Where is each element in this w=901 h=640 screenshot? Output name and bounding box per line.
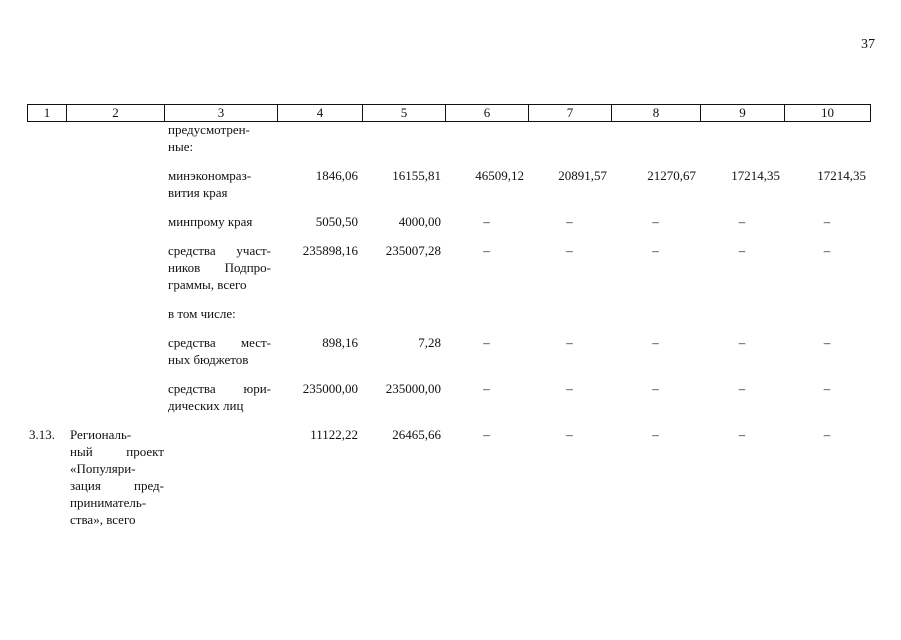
header-cell: 3 bbox=[165, 105, 278, 122]
funding-source-cell bbox=[164, 230, 277, 293]
table-row bbox=[27, 322, 870, 368]
value-cell bbox=[277, 293, 362, 322]
value-cell bbox=[784, 293, 870, 322]
item-number-cell: 3.13. bbox=[29, 427, 55, 442]
funding-source-line: средства юри- bbox=[168, 381, 271, 396]
value-cell: – bbox=[823, 427, 831, 442]
funding-source-line: средства мест- bbox=[168, 335, 271, 350]
value-cell bbox=[362, 293, 445, 322]
funding-source-line: ников Подпро- bbox=[168, 260, 271, 275]
funding-source-line: предусмотрен- bbox=[168, 122, 250, 137]
value-cell: – bbox=[823, 243, 831, 258]
value-cell bbox=[362, 121, 445, 155]
item-number-cell bbox=[27, 201, 66, 230]
value-cell: – bbox=[738, 214, 746, 229]
funding-source-cell bbox=[164, 121, 277, 155]
table-row bbox=[27, 293, 870, 322]
value-cell bbox=[528, 293, 611, 322]
item-name-cell bbox=[66, 322, 164, 368]
value-cell: – bbox=[483, 214, 490, 229]
value-cell: – bbox=[652, 335, 659, 350]
value-cell: – bbox=[566, 243, 573, 258]
value-cell: – bbox=[738, 427, 746, 442]
table-row bbox=[27, 201, 870, 230]
funding-source-line: минпрому края bbox=[168, 214, 253, 229]
value-cell bbox=[445, 293, 528, 322]
value-cell: 235898,16 bbox=[302, 243, 358, 258]
table-row bbox=[27, 121, 870, 155]
value-cell: 235000,00 bbox=[385, 381, 441, 396]
funding-source-cell bbox=[164, 201, 277, 230]
header-cell: 1 bbox=[28, 105, 67, 122]
value-cell: 898,16 bbox=[322, 335, 358, 350]
funding-source-line: граммы, всего bbox=[168, 277, 247, 292]
header-cell: 8 bbox=[612, 105, 701, 122]
funding-source-cell bbox=[164, 368, 277, 414]
header-cell: 4 bbox=[278, 105, 363, 122]
item-number-cell bbox=[27, 155, 66, 201]
value-cell: 17214,35 bbox=[731, 168, 780, 183]
value-cell: – bbox=[823, 335, 831, 350]
table-row bbox=[27, 230, 870, 293]
value-cell: – bbox=[483, 335, 490, 350]
item-name-cell bbox=[66, 201, 164, 230]
item-name-line: «Популяри- bbox=[70, 461, 136, 476]
funding-source-line: минэкономраз- bbox=[168, 168, 252, 183]
header-cell: 9 bbox=[701, 105, 785, 122]
funding-source-line: ные: bbox=[168, 139, 194, 154]
value-cell: 11122,22 bbox=[310, 427, 358, 442]
header-cell: 2 bbox=[67, 105, 165, 122]
item-name-line: ства», всего bbox=[70, 512, 136, 527]
value-cell: – bbox=[566, 335, 573, 350]
value-cell: – bbox=[738, 243, 746, 258]
value-cell: 20891,57 bbox=[558, 168, 607, 183]
value-cell: – bbox=[566, 381, 573, 396]
value-cell: – bbox=[652, 214, 659, 229]
value-cell: – bbox=[823, 381, 831, 396]
value-cell: – bbox=[566, 427, 573, 442]
funding-source-line: в том числе: bbox=[168, 306, 236, 321]
funding-table bbox=[27, 121, 870, 528]
value-cell: 235007,28 bbox=[385, 243, 441, 258]
value-cell: 235000,00 bbox=[302, 381, 358, 396]
value-cell: 1846,06 bbox=[315, 168, 358, 183]
value-cell: 46509,12 bbox=[475, 168, 524, 183]
item-name-cell bbox=[66, 414, 164, 528]
item-number-cell bbox=[27, 293, 66, 322]
header-cell: 10 bbox=[785, 105, 871, 122]
item-name-cell bbox=[66, 121, 164, 155]
item-name-line: приниматель- bbox=[70, 495, 147, 510]
funding-source-cell bbox=[164, 414, 277, 528]
item-name-line: Региональ- bbox=[70, 427, 132, 442]
value-cell: 21270,67 bbox=[647, 168, 696, 183]
value-cell: – bbox=[652, 381, 659, 396]
column-number-header bbox=[27, 104, 871, 122]
header-cell: 6 bbox=[446, 105, 529, 122]
value-cell bbox=[700, 121, 784, 155]
value-cell bbox=[445, 121, 528, 155]
header-cell: 7 bbox=[529, 105, 612, 122]
value-cell: – bbox=[566, 214, 573, 229]
value-cell bbox=[700, 293, 784, 322]
value-cell: 17214,35 bbox=[817, 168, 866, 183]
table-row bbox=[27, 368, 870, 414]
value-cell bbox=[611, 121, 700, 155]
funding-source-cell bbox=[164, 322, 277, 368]
funding-source-line: средства участ- bbox=[168, 243, 271, 258]
table-row bbox=[27, 414, 870, 528]
item-name-line: ный проект bbox=[70, 444, 164, 459]
item-name-line: зация пред- bbox=[70, 478, 164, 493]
item-name-cell bbox=[66, 155, 164, 201]
value-cell: – bbox=[823, 214, 831, 229]
value-cell bbox=[528, 121, 611, 155]
item-number-cell bbox=[27, 322, 66, 368]
funding-source-line: ных бюджетов bbox=[168, 352, 249, 367]
funding-source-cell bbox=[164, 293, 277, 322]
table-row bbox=[27, 155, 870, 201]
value-cell: – bbox=[738, 335, 746, 350]
item-name-cell bbox=[66, 230, 164, 293]
value-cell: – bbox=[738, 381, 746, 396]
value-cell: 7,28 bbox=[418, 335, 441, 350]
value-cell: – bbox=[652, 427, 659, 442]
funding-source-cell bbox=[164, 155, 277, 201]
value-cell: – bbox=[483, 427, 490, 442]
value-cell: 16155,81 bbox=[392, 168, 441, 183]
item-name-cell bbox=[66, 293, 164, 322]
item-name-cell bbox=[66, 368, 164, 414]
item-number-cell bbox=[27, 230, 66, 293]
value-cell bbox=[784, 121, 870, 155]
value-cell: – bbox=[483, 381, 490, 396]
page-number: 37 bbox=[861, 37, 875, 52]
value-cell bbox=[277, 121, 362, 155]
item-number-cell bbox=[27, 368, 66, 414]
value-cell: – bbox=[652, 243, 659, 258]
value-cell: 26465,66 bbox=[392, 427, 441, 442]
value-cell: 4000,00 bbox=[398, 214, 441, 229]
header-row bbox=[28, 105, 871, 122]
value-cell bbox=[611, 293, 700, 322]
funding-source-line: дических лиц bbox=[168, 398, 244, 413]
header-cell: 5 bbox=[363, 105, 446, 122]
item-number-cell bbox=[27, 121, 66, 155]
funding-source-line: вития края bbox=[168, 185, 228, 200]
value-cell: – bbox=[483, 243, 490, 258]
value-cell: 5050,50 bbox=[315, 214, 358, 229]
